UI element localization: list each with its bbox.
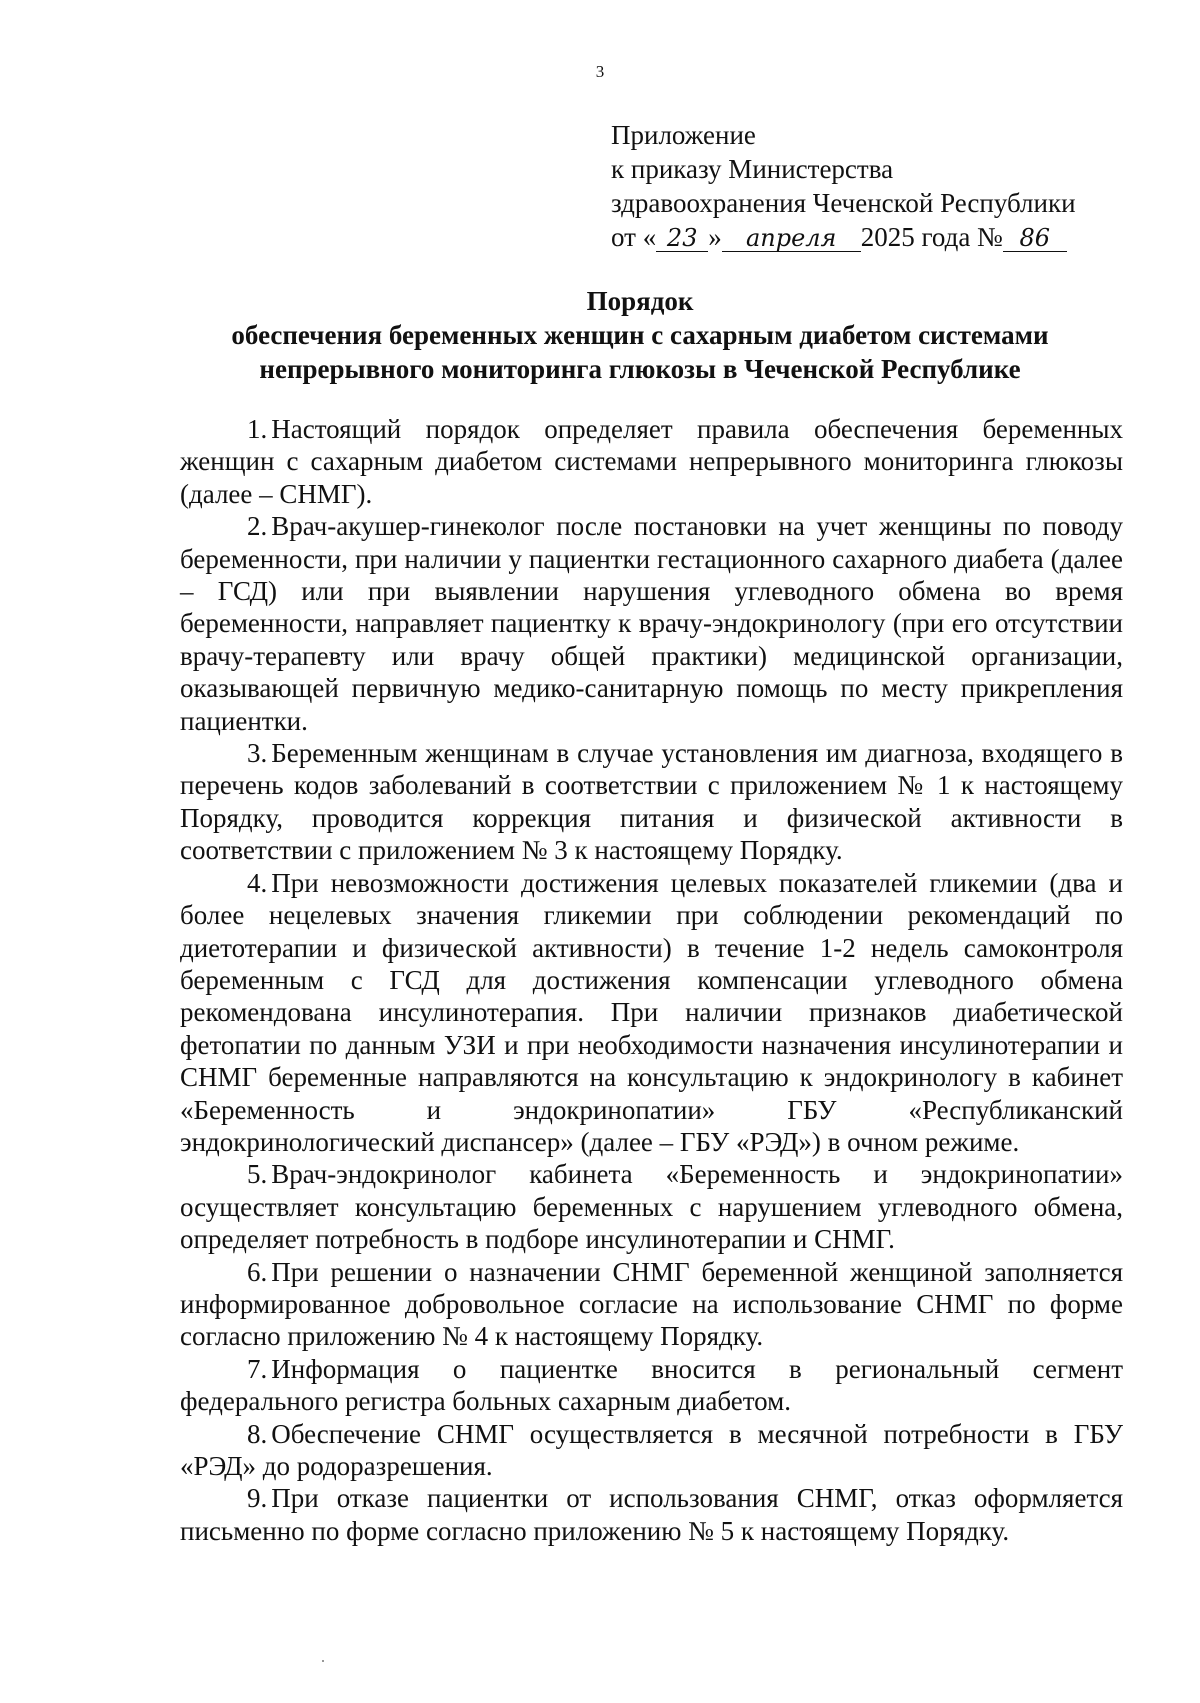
paragraph-4 bbox=[180, 867, 1123, 1159]
paragraph-number: 2. bbox=[247, 511, 268, 542]
appendix-order-ref: к приказу Министерства bbox=[611, 154, 894, 184]
appendix-date-line bbox=[611, 220, 1076, 254]
paragraph-8 bbox=[180, 1418, 1123, 1483]
paragraph-number: 9. bbox=[247, 1483, 268, 1514]
paragraph-text: При решении о назначении СНМГ беременной женщиной заполняется информированное добровольное согласие на использование СНМГ по форме согласно приложению № 4 к настоящему Порядку. bbox=[180, 1256, 1123, 1352]
paragraph-text: Врач-эндокринолог кабинета «Беременность и эндокринопатии» осуществляет консультацию беременных с нарушением углеводного обмена, определяет потребность в подборе инсулинотерапии и СНМГ. bbox=[180, 1159, 1123, 1255]
handwritten-month: апреля bbox=[722, 225, 861, 252]
paragraph-2 bbox=[180, 510, 1123, 737]
scan-speck bbox=[322, 1660, 324, 1662]
handwritten-order-number: 86 bbox=[1003, 225, 1067, 252]
paragraph-number: 5. bbox=[247, 1159, 268, 1190]
paragraph-5 bbox=[180, 1158, 1123, 1255]
date-mid: » bbox=[708, 222, 722, 252]
appendix-header bbox=[611, 118, 1076, 254]
paragraph-number: 4. bbox=[247, 867, 268, 898]
handwritten-day: 23 bbox=[656, 225, 708, 252]
paragraph-9 bbox=[180, 1482, 1123, 1547]
paragraph-1 bbox=[180, 413, 1123, 510]
appendix-ministry: здравоохранения Чеченской Республики bbox=[611, 188, 1076, 218]
page-number: 3 bbox=[595, 62, 605, 81]
date-prefix: от « bbox=[611, 222, 657, 252]
paragraph-text: При отказе пациентки от использования СНМГ, отказ оформляется письменно по форме согласно приложению № 5 к настоящему Порядку. bbox=[180, 1483, 1123, 1546]
paragraph-number: 8. bbox=[247, 1418, 268, 1449]
paragraph-7 bbox=[180, 1353, 1123, 1418]
paragraph-3 bbox=[180, 737, 1123, 867]
paragraph-number: 6. bbox=[247, 1256, 268, 1287]
paragraph-text: Обеспечение СНМГ осуществляется в месячной потребности в ГБУ «РЭД» до родоразрешения. bbox=[180, 1418, 1123, 1481]
paragraph-number: 1. bbox=[247, 414, 268, 444]
title-line-3: непрерывного мониторинга глюкозы в Чеченской Республике bbox=[259, 354, 1021, 384]
title-line-2: обеспечения беременных женщин с сахарным диабетом системами bbox=[231, 320, 1049, 350]
title-line-1: Порядок bbox=[586, 286, 694, 316]
document-title bbox=[180, 284, 1100, 386]
paragraph-text: Беременным женщинам в случае установления им диагноза, входящего в перечень кодов заболеваний в соответствии с приложением № 1 к настоящему Порядку, проводится коррекция питания и физической активности в соответствии с приложением № 3 к настоящему Порядку. bbox=[180, 738, 1123, 866]
paragraph-number: 3. bbox=[247, 738, 268, 769]
paragraph-number: 7. bbox=[247, 1353, 268, 1384]
paragraph-6 bbox=[180, 1256, 1123, 1353]
paragraph-text: При невозможности достижения целевых показателей гликемии (два и более нецелевых значения гликемии при соблюдении рекомендаций по диетотерапии и физической активности) в течение 1-2 недель самоконтроля беременным с ГСД для достижения компенсации углеводного обмена рекомендована инсулинотерапия. При наличии признаков диабетической фетопатии по данным УЗИ и при необходимости назначения инсулинотерапии и СНМГ беременные направляются на консультацию к эндокринологу в кабинет «Беременность и эндокринопатии» ГБУ «Республиканский эндокринологический диспансер» (далее – ГБУ «РЭД») в очном режиме. bbox=[180, 867, 1123, 1157]
paragraph-text: Информация о пациентке вносится в региональный сегмент федерального регистра больных сахарным диабетом. bbox=[180, 1353, 1123, 1417]
paragraph-text: Врач-акушер-гинеколог после постановки на учет женщины по поводу беременности, при наличии у пациентки гестационного сахарного диабета (далее – ГСД) или при выявлении нарушения углеводного обмена во время беременности, направляет пациентку к врачу-эндокринологу (при его отсутствии врачу-терапевту или врачу общей практики) медицинской организации, оказывающей первичную медико-санитарную помощь по месту прикрепления пациентки. bbox=[180, 511, 1123, 736]
appendix-label: Приложение bbox=[611, 120, 756, 150]
date-year: 2025 года № bbox=[860, 222, 1003, 252]
paragraph-text: Настоящий порядок определяет правила обеспечения беременных женщин с сахарным диабетом системами непрерывного мониторинга глюкозы (далее – СНМГ). bbox=[180, 414, 1123, 509]
document-body bbox=[180, 413, 1123, 1547]
